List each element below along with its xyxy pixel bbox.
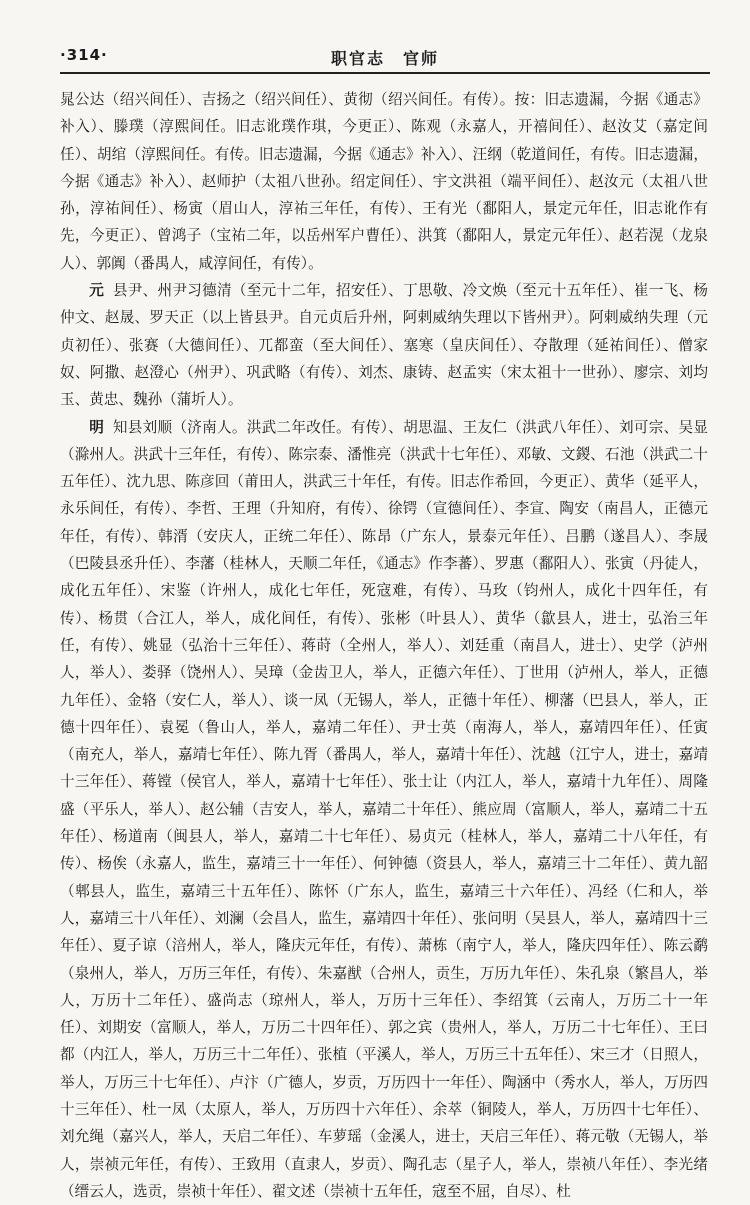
page-header (60, 38, 710, 74)
document-body (60, 86, 708, 1205)
page-title: 职官志 官师 (330, 49, 439, 68)
paragraph-ming (60, 414, 708, 1205)
paragraph-ming-text: 知县刘顺（济南人。洪武二年改任。有传）、胡思温、王友仁（洪武八年任）、刘可宗、吴显（滁州人。洪武十三年任，有传）、陈宗泰、潘惟亮（洪武十七年任）、邓敏、文鍐、石池（洪武二十五年任）、沈九思、陈彦回（莆田人，洪武三十年任，有传。旧志作希回，今更正）、黄华（延平人，永乐间任，有传）、李哲、王理（升知府，有传）、徐锷（宣德间任）、李宣、陶安（南昌人，正德元年任，有传）、韩湑（安庆人，正统二年任）、陈昂（广东人，景泰元年任）、吕鹏（遂昌人）、李晟（巴陵县丞升任）、李藩（桂林人，天顺二年任，《通志》作李蕃）、罗惠（鄱阳人）、张寅（丹徒人，成化五年任）、宋鉴（许州人，成化七年任，死寇难，有传）、马玫（钧州人，成化十四年任，有传）、杨贯（合江人，举人，成化间任，有传）、张彬（叶县人）、黄华（歙县人，进士，弘治三年任，有传）、姚显（弘治十三年任）、蒋莳（全州人，举人）、刘廷重（南昌人，进士）、史学（泸州人，举人）、娄驿（饶州人）、吴璋（金齿卫人，举人，正德六年任）、丁世用（泸州人，举人，正德九年任）、金辂（安仁人，举人）、谈一凤（无锡人，举人，正德十年任）、柳藩（巴县人，举人，正德十四年任）、袁冕（鲁山人，举人，嘉靖二年任）、尹士英（南海人，举人，嘉靖四年任）、任寅（南充人，举人，嘉靖七年任）、陈九胥（番禺人，举人，嘉靖十年任）、沈越（江宁人，进士，嘉靖十三年任）、蒋镗（侯官人，举人，嘉靖十七年任）、张士让（内江人，举人，嘉靖十九年任）、周隆盛（平乐人，举人）、赵公辅（吉安人，举人，嘉靖二十年任）、熊应周（富顺人，举人，嘉靖二十五年任）、杨道南（闽县人，举人，嘉靖二十七年任）、易贞元（桂林人，举人，嘉靖二十八年任，有传）、杨俟（永嘉人，监生，嘉靖三十一年任）、何钟德（资县人，举人，嘉靖三十二年任）、黄九韶（郫县人，监生，嘉靖三十五年任）、陈怀（广东人，监生，嘉靖三十六年任）、冯经（仁和人，举人，嘉靖三十八年任）、刘澜（会昌人，监生，嘉靖四十年任）、张问明（吴县人，举人，嘉靖四十三年任）、夏子谅（涪州人，举人，隆庆元年任，有传）、萧栋（南宁人，举人，隆庆四年任）、陈云鹬（泉州人，举人，万历三年任，有传）、朱嘉猷（合州人，贡生，万历九年任）、朱孔泉（繁昌人，举人，万历十二年任）、盛尚志（琼州人，举人，万历十三年任）、李绍箕（云南人，万历二十一年任）、刘期安（富顺人，举人，万历二十四年任）、郭之宾（贵州人，举人，万历二十七年任）、王曰都（内江人，举人，万历三十二年任）、张植（平溪人，举人，万历三十五年任）、宋三才（日照人，举人，万历三十七年任）、卢汴（广德人，岁贡，万历四十一年任）、陶涵中（秀水人，举人，万历四十三年任）、杜一凤（太原人，举人，万历四十六年任）、余萃（铜陵人，举人，万历四十七年任）、刘允绳（嘉兴人，举人，天启二年任）、车萝瑶（金溪人，进士，天启三年任）、蒋元敬（无锡人，举人，崇祯元年任，有传）、王致用（直隶人，岁贡）、陶孔志（星子人，举人，崇祯八年任）、李光绪（缙云人，选贡，崇祯十年任）、翟文述（崇祯十五年任，寇至不屈，自尽）、杜 (60, 418, 708, 1200)
paragraph-song-continued: 晁公达（绍兴间任）、吉扬之（绍兴间任）、黄彻（绍兴间任。有传）。按：旧志遗漏，今据《通志》补入）、滕璞（淳熙间任。旧志讹璞作琪，今更正）、陈观（永嘉人，开禧间任）、赵汝艾（嘉定间任）、胡绾（淳熙间任。有传。旧志遗漏，今据《通志》补入）、汪纲（乾道间任，有传。旧志遗漏，今据《通志》补入）、赵师护（太祖八世孙。绍定间任）、宇文洪祖（端平间任）、赵汝元（太祖八世孙，淳祐间任）、杨寅（眉山人，淳祐三年任，有传）、王有光（鄱阳人，景定元年任，旧志讹作有先，今更正）、曾鸿子（宝祐二年，以岳州军户曹任）、洪箕（鄱阳人，景定元年任）、赵若滉（龙泉人）、郭阗（番禺人，咸淳间任，有传）。 (60, 91, 708, 272)
dynasty-label-ming: 明 (89, 418, 105, 436)
paragraph-yuan (60, 277, 708, 413)
page-number: ·314· (60, 46, 108, 64)
dynasty-label-yuan: 元 (89, 282, 105, 300)
paragraph-yuan-text: 县尹、州尹习德清（至元十二年，招安任）、丁思敬、冷文焕（至元十五年任）、崔一飞、杨仲文、赵晟、罗天正（以上皆县尹。自元贞后升州，阿剌威纳失理以下皆州尹）。阿剌威纳失理（元贞初任）、张赛（大德间任）、兀都蛮（至大间任）、塞寒（皇庆间任）、夺散理（延祐间任）、僧家奴、阿撒、赵澄心（州尹）、巩武略（有传）、刘杰、康铸、赵孟实（宋太祖十一世孙）、廖宗、刘均玉、黄忠、魏孙（蒲圻人）。 (60, 282, 708, 409)
